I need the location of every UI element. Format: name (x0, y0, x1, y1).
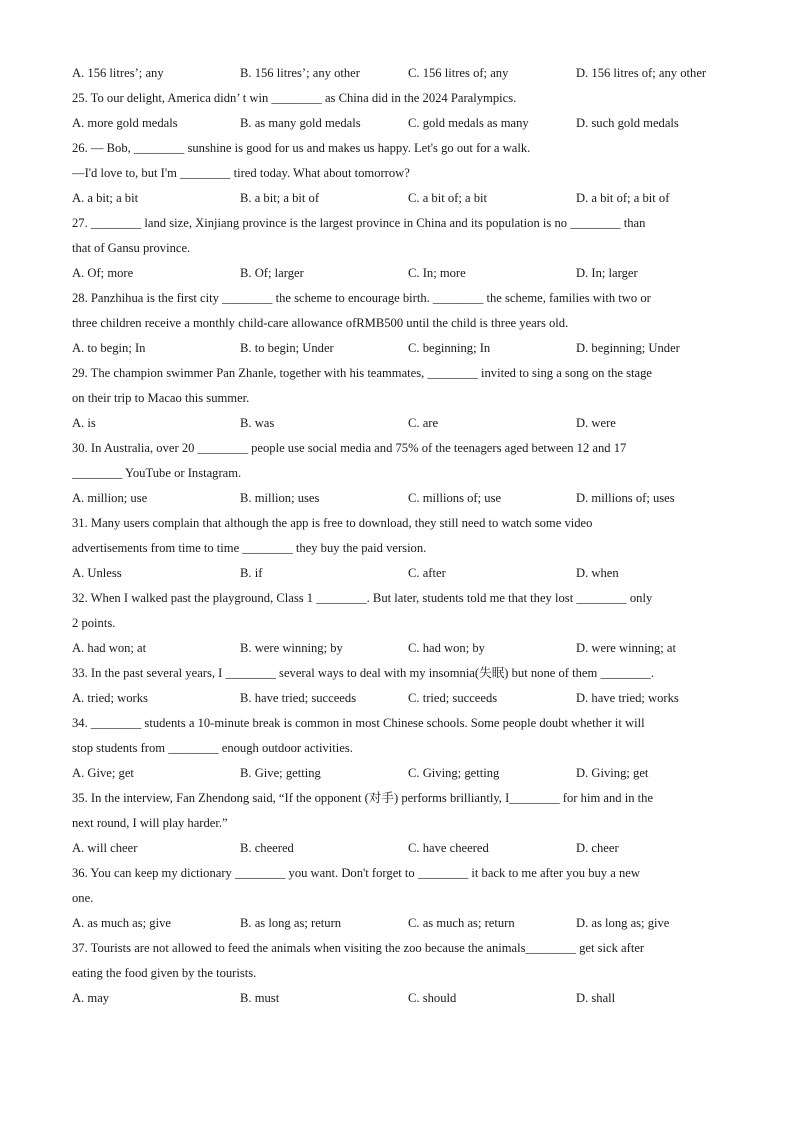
option-d: D. have tried; works (576, 691, 679, 705)
option-b: B. was (240, 416, 275, 430)
option-c: C. beginning; In (408, 341, 491, 355)
answer-options-row (72, 111, 732, 136)
question-text-line: 36. You can keep my dictionary ________ you want. Don't forget to ________ it back to me after you buy a new (72, 866, 640, 880)
question-text-line: next round, I will play harder.” (72, 816, 228, 830)
option-b: B. Of; larger (240, 266, 304, 280)
question-text-line: 30. In Australia, over 20 ________ people use social media and 75% of the teenagers aged between 12 and 17 (72, 441, 627, 455)
option-c: C. are (408, 416, 439, 430)
exam-page (72, 61, 732, 1011)
option-a: A. 156 litres’; any (72, 66, 164, 80)
answer-options-row (72, 986, 732, 1011)
answer-options-row (72, 486, 732, 511)
option-d: D. when (576, 566, 619, 580)
answer-options-row (72, 636, 732, 661)
option-b: B. Give; getting (240, 766, 321, 780)
option-a: A. will cheer (72, 841, 138, 855)
option-b: B. to begin; Under (240, 341, 334, 355)
option-c: C. In; more (408, 266, 466, 280)
option-a: A. million; use (72, 491, 148, 505)
question-text-line: 31. Many users complain that although the app is free to download, they still need to watch some video (72, 516, 593, 530)
option-d: D. beginning; Under (576, 341, 680, 355)
question-text-line: that of Gansu province. (72, 241, 191, 255)
option-d: D. were winning; at (576, 641, 677, 655)
question-text-line: three children receive a monthly child-care allowance ofRMB500 until the child is three years old. (72, 316, 569, 330)
answer-options-row (72, 61, 732, 86)
question-text-line: 28. Panzhihua is the first city ________ the scheme to encourage birth. ________ the scheme, families with two or (72, 291, 651, 305)
option-c: C. should (408, 991, 457, 1005)
question-text-line: 35. In the interview, Fan Zhendong said, “If the opponent (对手) performs brilliantly, I________ for him and in the (72, 791, 654, 805)
option-b: B. million; uses (240, 491, 320, 505)
option-b: B. a bit; a bit of (240, 191, 320, 205)
answer-options-row (72, 411, 732, 436)
option-b: B. have tried; succeeds (240, 691, 357, 705)
question-text-line: one. (72, 891, 94, 905)
question-text-line: —I'd love to, but I'm ________ tired today. What about tomorrow? (72, 166, 410, 180)
option-a: A. as much as; give (72, 916, 171, 930)
question-text-line: 25. To our delight, America didn’ t win ________ as China did in the 2024 Paralympics. (72, 91, 517, 105)
question-text-line: 26. — Bob, ________ sunshine is good for us and makes us happy. Let's go out for a walk. (72, 141, 531, 155)
option-a: A. tried; works (72, 691, 148, 705)
option-c: C. had won; by (408, 641, 485, 655)
option-c: C. tried; succeeds (408, 691, 498, 705)
option-d: D. as long as; give (576, 916, 670, 930)
option-d: D. millions of; uses (576, 491, 675, 505)
question-text-line: advertisements from time to time ________ they buy the paid version. (72, 541, 427, 555)
option-d: D. were (576, 416, 616, 430)
option-c: C. as much as; return (408, 916, 515, 930)
question-text-line: 32. When I walked past the playground, Class 1 ________. But later, students told me that they lost ________ only (72, 591, 653, 605)
question-text-line: on their trip to Macao this summer. (72, 391, 250, 405)
option-b: B. must (240, 991, 280, 1005)
question-text-line: 2 points. (72, 616, 116, 630)
option-a: A. Unless (72, 566, 122, 580)
option-d: D. 156 litres of; any other (576, 66, 707, 80)
question-text-line: 33. In the past several years, I ________ several ways to deal with my insomnia(失眠) but none of them ________. (72, 666, 654, 680)
question-text-line: stop students from ________ enough outdoor activities. (72, 741, 353, 755)
option-a: A. Of; more (72, 266, 134, 280)
option-d: D. shall (576, 991, 616, 1005)
option-b: B. as many gold medals (240, 116, 361, 130)
option-d: D. Giving; get (576, 766, 649, 780)
answer-options-row (72, 836, 732, 861)
option-a: A. is (72, 416, 96, 430)
answer-options-row (72, 336, 732, 361)
option-c: C. Giving; getting (408, 766, 500, 780)
option-c: C. millions of; use (408, 491, 502, 505)
question-text-line: 34. ________ students a 10-minute break is common in most Chinese schools. Some people doubt whether it will (72, 716, 645, 730)
option-d: D. In; larger (576, 266, 638, 280)
option-d: D. a bit of; a bit of (576, 191, 670, 205)
option-d: D. cheer (576, 841, 619, 855)
option-d: D. such gold medals (576, 116, 679, 130)
option-c: C. gold medals as many (408, 116, 529, 130)
option-c: C. 156 litres of; any (408, 66, 509, 80)
answer-options-row (72, 686, 732, 711)
answer-options-row (72, 761, 732, 786)
option-b: B. 156 litres’; any other (240, 66, 360, 80)
option-a: A. more gold medals (72, 116, 178, 130)
option-b: B. as long as; return (240, 916, 342, 930)
option-a: A. had won; at (72, 641, 147, 655)
option-b: B. were winning; by (240, 641, 343, 655)
option-c: C. a bit of; a bit (408, 191, 488, 205)
question-text-line: 27. ________ land size, Xinjiang province is the largest province in China and its population is no ________ than (72, 216, 646, 230)
option-c: C. have cheered (408, 841, 489, 855)
option-c: C. after (408, 566, 446, 580)
option-b: B. cheered (240, 841, 294, 855)
answer-options-row (72, 186, 732, 211)
question-text-line: 37. Tourists are not allowed to feed the animals when visiting the zoo because the animals________ get sick after (72, 941, 645, 955)
option-a: A. a bit; a bit (72, 191, 139, 205)
option-a: A. to begin; In (72, 341, 146, 355)
question-text-line: 29. The champion swimmer Pan Zhanle, together with his teammates, ________ invited to sing a song on the stage (72, 366, 653, 380)
option-b: B. if (240, 566, 263, 580)
question-text-line: ________ YouTube or Instagram. (72, 466, 242, 480)
option-a: A. Give; get (72, 766, 134, 780)
answer-options-row (72, 561, 732, 586)
option-a: A. may (72, 991, 110, 1005)
question-text-line: eating the food given by the tourists. (72, 966, 257, 980)
answer-options-row (72, 261, 732, 286)
answer-options-row (72, 911, 732, 936)
